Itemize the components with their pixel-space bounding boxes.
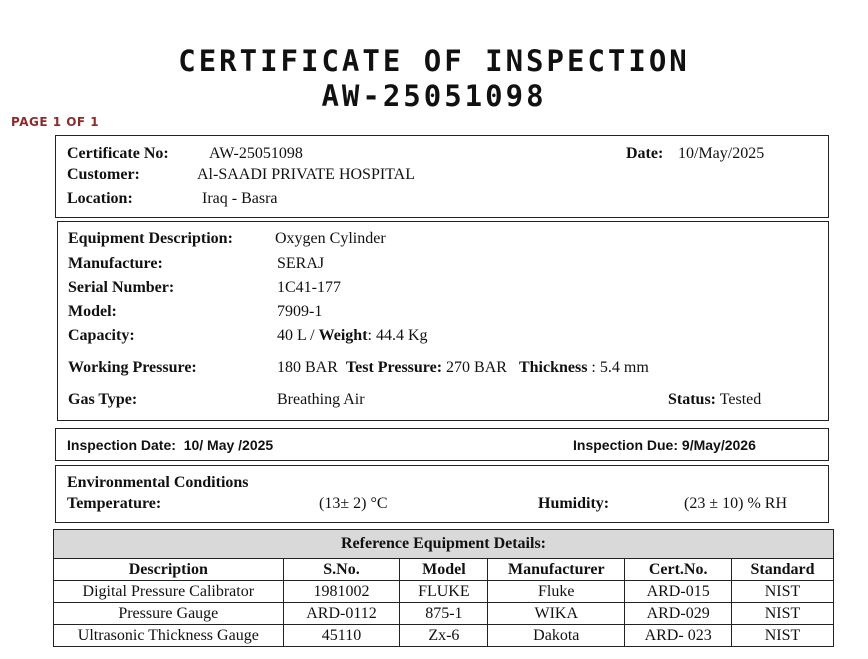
table-cell: Digital Pressure Calibrator <box>54 581 284 603</box>
humidity-value: (23 ± 10) % RH <box>684 495 787 512</box>
page-number: PAGE 1 OF 1 <box>11 115 100 129</box>
capacity-label: Capacity: <box>68 327 135 344</box>
serial-number-label: Serial Number: <box>68 279 175 296</box>
inspection-date-value: 10/ May /2025 <box>183 437 274 453</box>
working-pressure-label: Working Pressure: <box>68 359 197 376</box>
equipment-description-label: Equipment Description: <box>68 230 233 247</box>
column-header-serial: S.No. <box>283 559 400 581</box>
table-cell: Dakota <box>488 625 625 647</box>
inspection-date-label: Inspection Date: <box>67 437 176 453</box>
temperature-label: Temperature: <box>67 495 162 512</box>
reference-equipment-table <box>53 529 834 647</box>
status-line <box>668 390 761 410</box>
table-cell: ARD-0112 <box>283 603 400 625</box>
table-header-row <box>54 559 834 581</box>
humidity-label: Humidity: <box>538 495 610 512</box>
table-cell: Fluke <box>488 581 625 603</box>
equipment-description-value: Oxygen Cylinder <box>275 230 386 247</box>
customer-value: Al-SAADI PRIVATE HOSPITAL <box>197 166 415 183</box>
table-cell: ARD- 023 <box>625 625 732 647</box>
temperature-value: (13± 2) °C <box>319 495 388 512</box>
inspection-due-value: 9/May/2026 <box>681 437 756 453</box>
table-cell: 1981002 <box>283 581 400 603</box>
certificate-no-value: AW-25051098 <box>209 145 303 162</box>
table-cell: Pressure Gauge <box>54 603 284 625</box>
inspection-due-label: Inspection Due: <box>573 437 679 453</box>
table-cell: WIKA <box>488 603 625 625</box>
column-header-model: Model <box>400 559 488 581</box>
table-cell: NIST <box>732 603 834 625</box>
certificate-no-label: Certificate No: <box>67 145 169 162</box>
table-cell: FLUKE <box>400 581 488 603</box>
table-cell: 45110 <box>283 625 400 647</box>
table-cell: Zx-6 <box>400 625 488 647</box>
inspection-due-line <box>573 435 756 455</box>
weight-label: Weight <box>318 327 368 344</box>
column-header-cert-no: Cert.No. <box>625 559 732 581</box>
test-pressure-label: Test Pressure: <box>345 359 443 376</box>
weight-value: : 44.4 Kg <box>367 327 428 344</box>
status-label: Status: <box>668 391 717 408</box>
table-cell: ARD-029 <box>625 603 732 625</box>
serial-number-value: 1C41-177 <box>277 279 341 296</box>
column-header-manufacturer: Manufacturer <box>488 559 625 581</box>
certificate-code-heading: AW-25051098 <box>321 79 547 113</box>
working-pressure-value: 180 BAR <box>277 359 338 376</box>
table-row <box>54 581 834 603</box>
certificate-title: CERTIFICATE OF INSPECTION <box>178 44 690 78</box>
location-label: Location: <box>67 190 133 207</box>
table-cell: Ultrasonic Thickness Gauge <box>54 625 284 647</box>
table-cell: ARD-015 <box>625 581 732 603</box>
table-cell: NIST <box>732 625 834 647</box>
reference-table-caption: Reference Equipment Details: <box>54 530 834 559</box>
pressure-line <box>277 358 649 378</box>
manufacture-value: SERAJ <box>277 255 325 272</box>
date-value: 10/May/2025 <box>678 145 765 162</box>
table-cell: NIST <box>732 581 834 603</box>
date-label: Date: <box>626 145 664 162</box>
thickness-value: : 5.4 mm <box>591 359 649 376</box>
table-row <box>54 625 834 647</box>
table-row <box>54 603 834 625</box>
capacity-line <box>277 326 428 346</box>
capacity-value: 40 L / <box>277 327 315 344</box>
status-value: Tested <box>719 391 762 408</box>
inspection-date-line <box>67 435 273 455</box>
manufacture-label: Manufacture: <box>68 255 163 272</box>
model-value: 7909-1 <box>277 303 323 320</box>
customer-label: Customer: <box>67 166 140 183</box>
location-value: Iraq - Basra <box>202 190 278 207</box>
table-cell: 875-1 <box>400 603 488 625</box>
environment-heading: Environmental Conditions <box>67 474 249 491</box>
model-label: Model: <box>68 303 117 320</box>
gas-type-label: Gas Type: <box>68 391 138 408</box>
gas-type-value: Breathing Air <box>277 391 365 408</box>
thickness-label: Thickness <box>518 359 588 376</box>
column-header-standard: Standard <box>732 559 834 581</box>
column-header-description: Description <box>54 559 284 581</box>
test-pressure-value: 270 BAR <box>446 359 507 376</box>
